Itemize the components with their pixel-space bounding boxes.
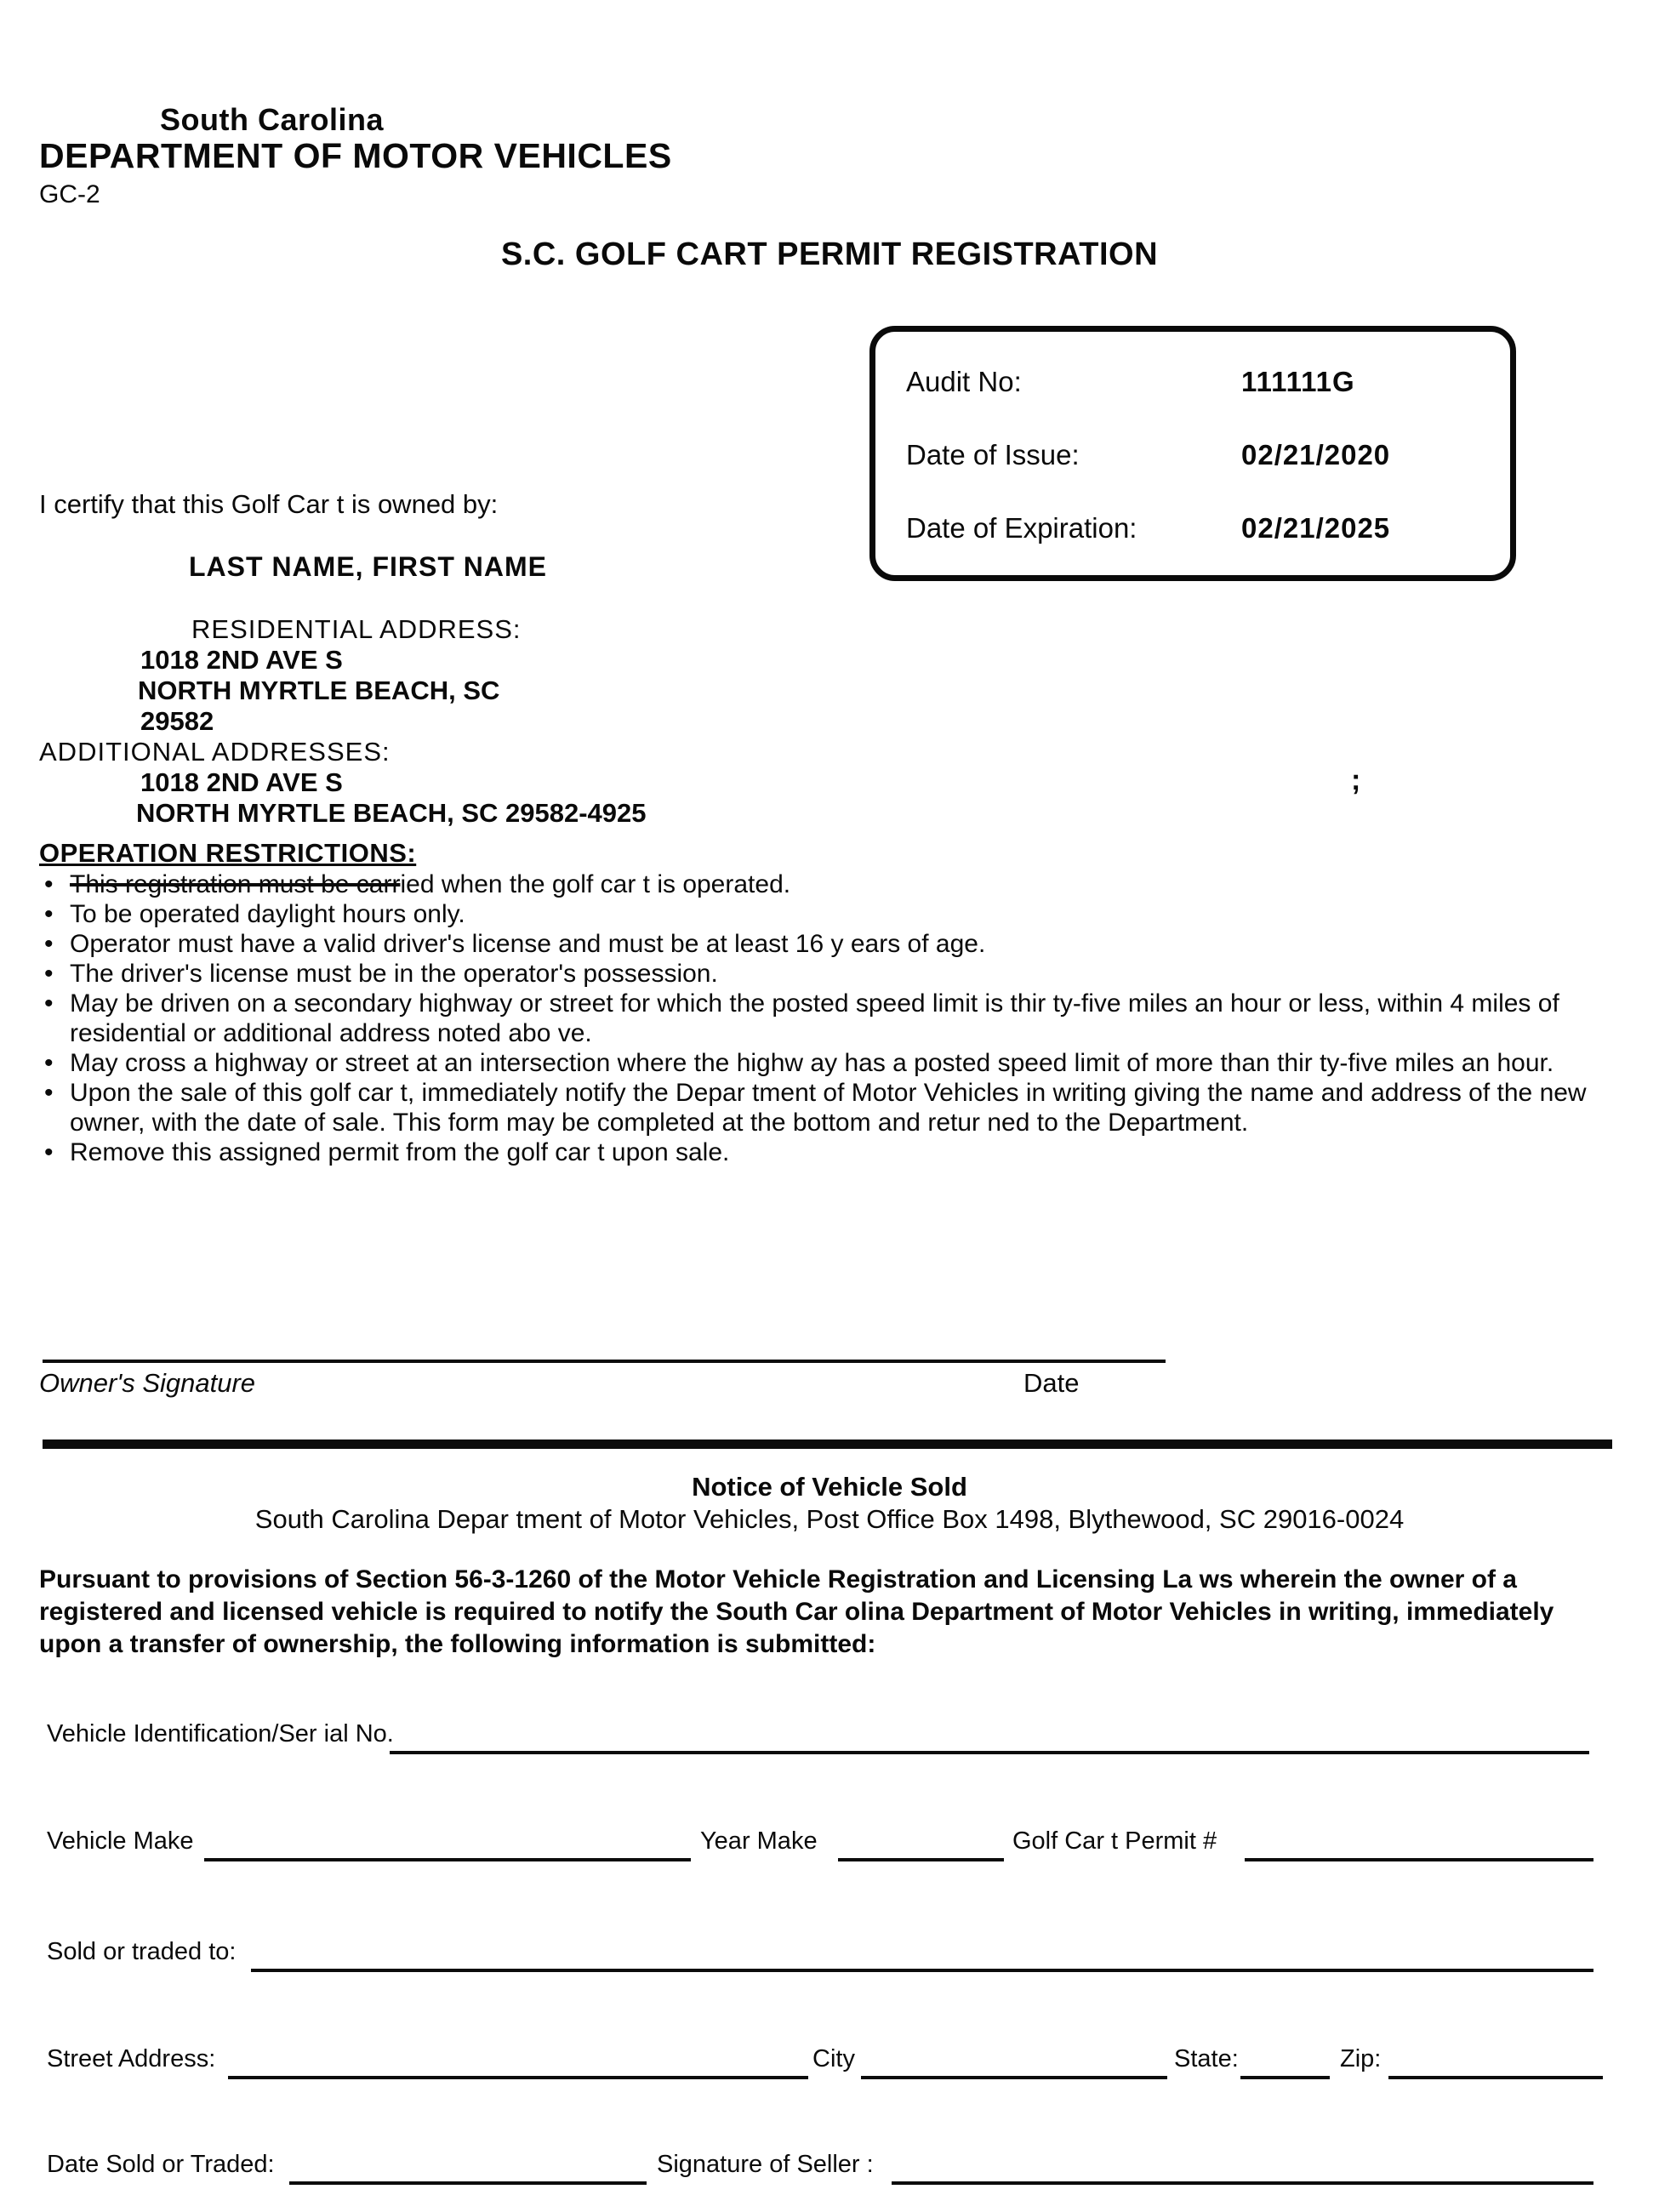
permit-box-row <box>875 439 1510 512</box>
permit-row-label: Date of Issue: <box>906 439 1080 470</box>
vin-fill-line <box>390 1751 1589 1754</box>
permit-row-value: 02/21/2020 <box>1241 439 1391 470</box>
bullet-icon: • <box>44 960 54 988</box>
form-code: GC-2 <box>39 180 100 208</box>
state-label: State: <box>1174 2045 1239 2072</box>
vehicle-make-fill-line <box>204 1858 691 1861</box>
restriction-item: • May be driven on a secondary highway or street for which the posted speed limit is thir ty-five miles an hour or less, within 4 miles of residential or additional address noted abo ve. <box>44 989 1559 1047</box>
city-label: City <box>812 2045 855 2072</box>
owner-signature-label: Owner's Signature <box>39 1368 256 1398</box>
additional-address-line: NORTH MYRTLE BEACH, SC 29582-4925 <box>136 798 647 828</box>
restriction-item: • This registration must be carried when the golf car t is operated. <box>44 870 791 898</box>
golf-cart-permit-number-fill-line <box>1245 1858 1593 1861</box>
department-name: DEPARTMENT OF MOTOR VEHICLES <box>39 136 672 175</box>
page-title: S.C. GOLF CART PERMIT REGISTRATION <box>500 237 1159 272</box>
permit-box-row <box>875 512 1510 585</box>
residential-address-line: NORTH MYRTLE BEACH, SC <box>138 676 500 705</box>
permit-info-box <box>869 326 1516 581</box>
bullet-icon: • <box>44 930 54 958</box>
restriction-item: • The driver's license must be in the operator's possession. <box>44 960 718 988</box>
struck-text: This registration must be carr <box>70 870 401 898</box>
zip-label: Zip: <box>1340 2045 1382 2072</box>
bullet-icon: • <box>44 1049 54 1077</box>
scan-artifact-mark: ; <box>1351 764 1361 796</box>
section-divider <box>43 1440 1612 1449</box>
permit-box-row <box>875 366 1510 439</box>
residential-address-line: 1018 2ND AVE S <box>140 645 343 675</box>
vehicle-make-label: Vehicle Make <box>47 1827 194 1855</box>
residential-address-line: 29582 <box>140 706 214 736</box>
zip-fill-line <box>1388 2076 1603 2079</box>
city-fill-line <box>861 2076 1167 2079</box>
notice-paragraph: Pursuant to provisions of Section 56-3-1260 of the Motor Vehicle Registration and Licensing La ws wherein the owner of a registered and licensed vehicle is required to notify the South Car olina Department of Motor Vehicles in writing, immediately upon a transfer of ownership, the following information is submitted: <box>39 1565 1554 1658</box>
permit-row-label: Date of Expiration: <box>906 512 1137 544</box>
state-name: South Carolina <box>160 102 385 137</box>
additional-addresses-label: ADDITIONAL ADDRESSES: <box>39 737 391 767</box>
permit-row-value: 02/21/2025 <box>1241 512 1391 544</box>
permit-row-label: Audit No: <box>906 366 1022 397</box>
restriction-item: • Upon the sale of this golf car t, immediately notify the Depar tment of Motor Vehicles in writing giving the name and address of the new owner, with the date of sale. This form may be completed at the bottom and retur ned to the Department. <box>44 1079 1587 1137</box>
date-sold-label: Date Sold or Traded: <box>47 2151 275 2178</box>
restriction-item: • Operator must have a valid driver's license and must be at least 16 y ears of age. <box>44 930 986 958</box>
bullet-icon: • <box>44 1079 54 1107</box>
restriction-item: • To be operated daylight hours only. <box>44 900 465 928</box>
notice-heading: Notice of Vehicle Sold <box>692 1472 967 1502</box>
restriction-item: • Remove this assigned permit from the golf car t upon sale. <box>44 1138 730 1166</box>
date-sold-fill-line <box>289 2181 647 2185</box>
certify-statement: I certify that this Golf Car t is owned by: <box>39 489 499 519</box>
owner-name: LAST NAME, FIRST NAME <box>189 551 547 582</box>
vin-label: Vehicle Identification/Ser ial No. <box>47 1720 394 1747</box>
restrictions-heading: OPERATION RESTRICTIONS: <box>39 838 417 868</box>
street-address-fill-line <box>228 2076 808 2079</box>
seller-signature-fill-line <box>892 2181 1593 2185</box>
sold-or-traded-to-label: Sold or traded to: <box>47 1938 237 1965</box>
bullet-icon: • <box>44 989 54 1018</box>
notice-address-line: South Carolina Depar tment of Motor Vehicles, Post Office Box 1498, Blythewood, SC 29016-0024 <box>254 1504 1405 1534</box>
seller-signature-label: Signature of Seller : <box>657 2151 874 2178</box>
date-label: Date <box>1023 1368 1080 1398</box>
restrictions-list <box>39 869 1620 1167</box>
signature-rule-line <box>43 1360 1166 1363</box>
restriction-item: • May cross a highway or street at an intersection where the highw ay has a posted speed limit of more than thir ty-five miles an hour. <box>44 1049 1554 1077</box>
golf-cart-permit-number-label: Golf Car t Permit # <box>1012 1827 1217 1855</box>
permit-row-value: 111111G <box>1241 366 1355 397</box>
year-make-fill-line <box>838 1858 1004 1861</box>
additional-address-line: 1018 2ND AVE S <box>140 767 343 797</box>
sold-or-traded-to-fill-line <box>251 1969 1593 1972</box>
state-fill-line <box>1240 2076 1330 2079</box>
residential-address-label: RESIDENTIAL ADDRESS: <box>191 614 522 644</box>
bullet-icon: • <box>44 870 54 898</box>
bullet-icon: • <box>44 1138 54 1166</box>
bullet-icon: • <box>44 900 54 928</box>
street-address-label: Street Address: <box>47 2045 216 2072</box>
year-make-label: Year Make <box>700 1827 818 1855</box>
